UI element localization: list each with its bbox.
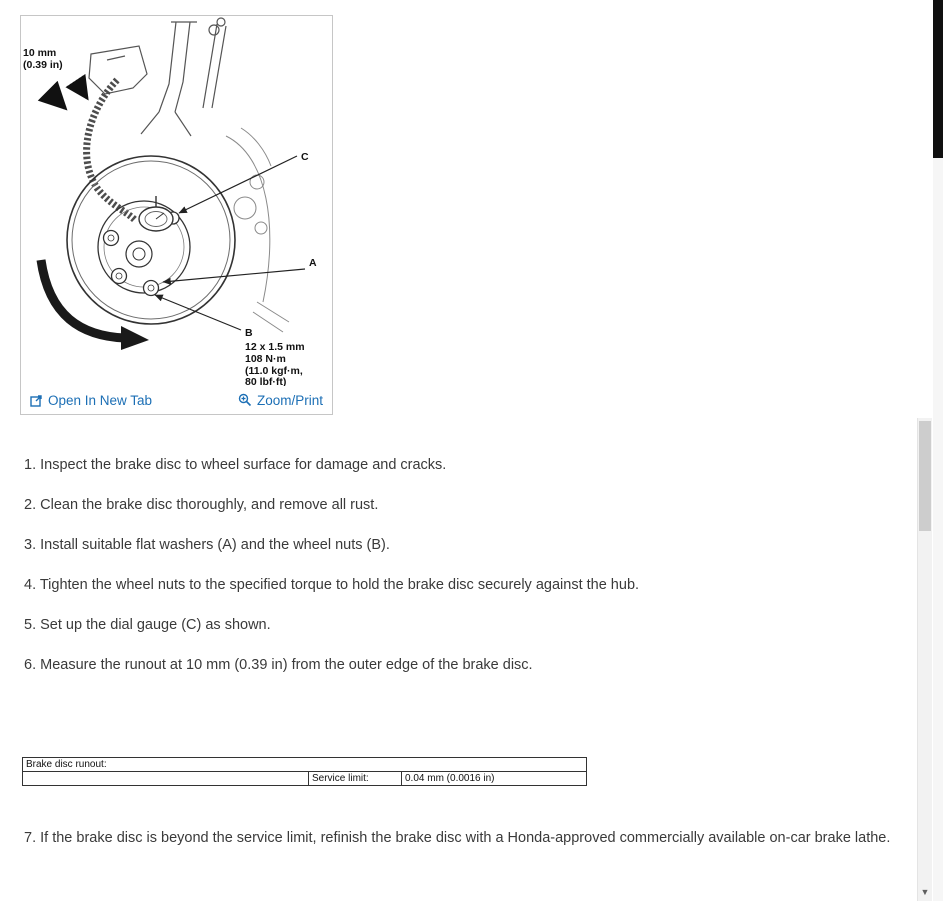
magnifier-icon xyxy=(238,393,252,407)
step-2: 2. Clean the brake disc thoroughly, and remove all rust. xyxy=(24,497,379,513)
service-limit-value-cell: 0.04 mm (0.0016 in) xyxy=(402,772,587,786)
brake-disc-drawing xyxy=(21,16,331,386)
window-scrollbar-track[interactable] xyxy=(933,0,943,901)
torque-spec-line1: 12 x 1.5 mm xyxy=(245,341,305,353)
content-scrollbar-thumb[interactable] xyxy=(919,421,931,531)
figure-link-bar xyxy=(21,386,332,414)
zoom-print-link[interactable] xyxy=(238,393,323,408)
callout-a-label: A xyxy=(309,257,317,269)
step-6: 6. Measure the runout at 10 mm (0.39 in) from the outer edge of the brake disc. xyxy=(24,657,533,673)
step-4: 4. Tighten the wheel nuts to the specified torque to hold the brake disc securely against the hub. xyxy=(24,577,640,593)
content-scrollbar-track[interactable] xyxy=(917,418,932,901)
open-in-new-tab-link[interactable] xyxy=(30,393,152,408)
torque-spec-line2: 108 N·m xyxy=(245,353,286,365)
brake-disc-runout-table xyxy=(22,757,587,786)
knuckle-lines xyxy=(226,128,289,332)
gap-label-line2: (0.39 in) xyxy=(23,59,63,71)
step-1: 1. Inspect the brake disc to wheel surface for damage and cracks. xyxy=(24,457,447,473)
scroll-down-arrow-icon[interactable]: ▼ xyxy=(920,887,930,897)
gap-label-line1: 10 mm xyxy=(23,47,57,59)
step-7: 7. If the brake disc is beyond the service limit, refinish the brake disc with a Honda-approved commercially available on-car brake lathe. xyxy=(24,830,891,846)
step-3: 3. Install suitable flat washers (A) and the wheel nuts (B). xyxy=(24,537,390,553)
table-title-cell: Brake disc runout: xyxy=(23,758,587,772)
window-scrollbar-thumb[interactable] xyxy=(933,0,943,158)
step-5: 5. Set up the dial gauge (C) as shown. xyxy=(24,617,271,633)
callout-b-label: B xyxy=(245,327,253,339)
callout-c-label: C xyxy=(301,151,309,163)
zoom-print-label: Zoom/Print xyxy=(256,392,323,408)
figure-panel xyxy=(20,15,333,415)
open-in-new-tab-label: Open In New Tab xyxy=(48,392,153,408)
strut-lines xyxy=(89,18,226,136)
measurement-arrows xyxy=(49,86,87,108)
rotation-arrow xyxy=(41,260,149,350)
torque-spec-line3: (11.0 kgf·m, xyxy=(245,365,303,377)
torque-spec-line4: 80 lbf·ft) xyxy=(245,376,287,386)
brake-disc-runout-figure xyxy=(21,16,332,386)
open-in-new-tab-icon xyxy=(30,394,43,407)
table-empty-cell xyxy=(23,772,309,786)
brake-hose xyxy=(87,80,135,220)
table-row xyxy=(23,758,587,772)
service-limit-label-cell: Service limit: xyxy=(309,772,402,786)
table-row xyxy=(23,772,587,786)
